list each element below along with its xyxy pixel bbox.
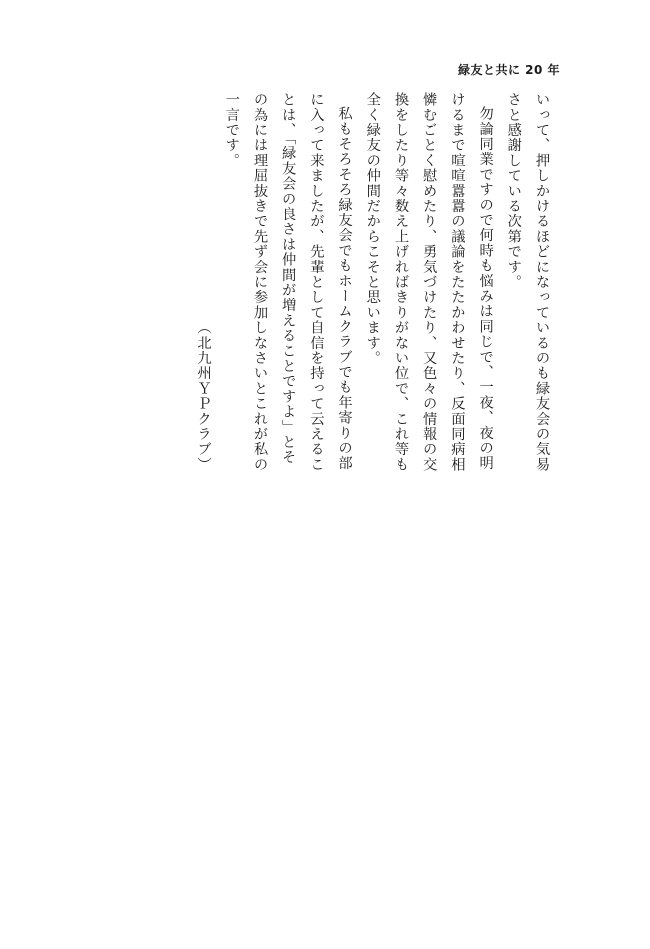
author-signature: （北九州ＹＰクラブ）	[195, 320, 212, 472]
running-header: 緑友と共に 20 年	[457, 63, 560, 77]
paragraph-3: 私もそろそろ緑友会でもホームクラブでも年寄りの部に入って来ましたが、先輩として自信を持って云えることは、「緑友会の良さは仲間が増えることですよ」とその為には理屈抜きで先ず会に参加しなさいとこれが私の一言です。	[223, 92, 353, 472]
paragraph-2: 勿論同業ですので何時も悩みは同じで、一夜、夜の明けるまで喧喧囂囂の議論をたたかわせたり、反面同病相憐むごとく慰めたり、勇気づけたり、又色々の情報の交換をしたり等々数え上げればきりがない位で、これ等も全く緑友の仲間だからこそと思います。	[364, 92, 494, 472]
paragraph-1: いって、押しかけるほどになっているのも緑友会の気易さと感謝している次第です。	[505, 92, 550, 472]
body-text	[195, 92, 556, 472]
